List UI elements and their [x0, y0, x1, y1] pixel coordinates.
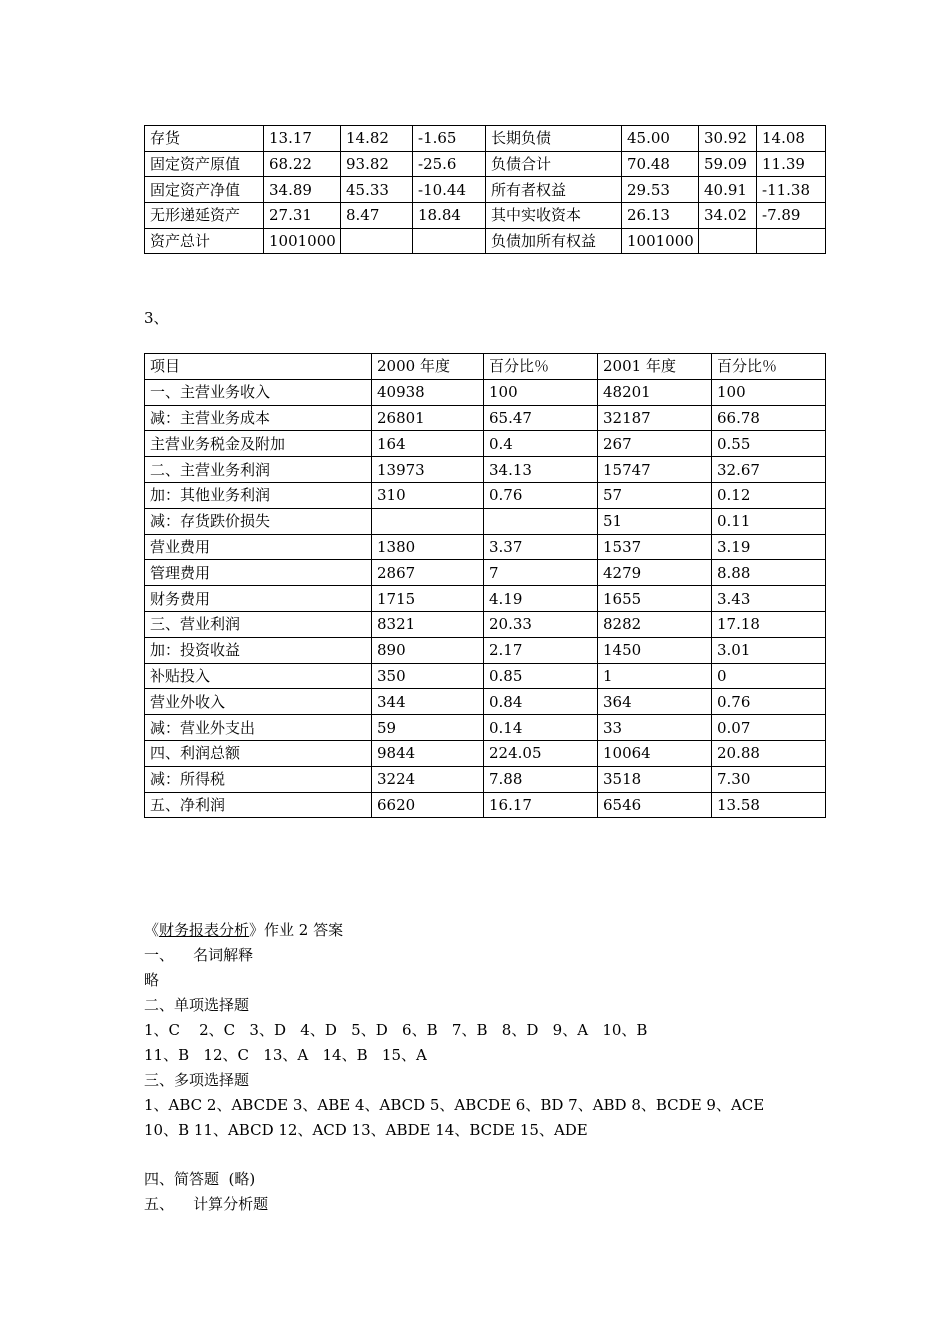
table-cell: 14.08 [757, 126, 826, 152]
table-cell: 加：其他业务利润 [145, 482, 372, 508]
table-cell: 267 [598, 431, 712, 457]
table-cell: -7.89 [757, 203, 826, 229]
table-cell: 其中实收资本 [486, 203, 622, 229]
table-cell: 4279 [598, 560, 712, 586]
table-row [145, 637, 826, 663]
table-cell: 8321 [372, 611, 484, 637]
table-cell: 三、营业利润 [145, 611, 372, 637]
table-row [145, 405, 826, 431]
table-cell: 26801 [372, 405, 484, 431]
table-cell: 45.00 [622, 126, 699, 152]
table-cell: 资产总计 [145, 228, 264, 254]
table-header-row [145, 354, 826, 380]
table-cell: 10064 [598, 740, 712, 766]
table-cell: 固定资产净值 [145, 177, 264, 203]
table-cell: 3.01 [712, 637, 826, 663]
table-cell: 主营业务税金及附加 [145, 431, 372, 457]
table-row [145, 126, 826, 152]
table-row [145, 534, 826, 560]
table-row [145, 792, 826, 818]
column-header: 项目 [145, 354, 372, 380]
table-cell [413, 228, 486, 254]
table-cell: 3.43 [712, 586, 826, 612]
table-cell: -1.65 [413, 126, 486, 152]
table-cell: 16.17 [484, 792, 598, 818]
table-cell: 二、主营业务利润 [145, 457, 372, 483]
section-1-content: 略 [144, 971, 160, 989]
title-rest: 》作业 2 答案 [249, 921, 344, 939]
table-cell: 40.91 [699, 177, 757, 203]
section-2-answers-line-1: 1、C 2、C 3、D 4、D 5、D 6、B 7、B 8、D 9、A 10、B [144, 1021, 648, 1039]
table-cell: 224.05 [484, 740, 598, 766]
table-cell: 13973 [372, 457, 484, 483]
table-cell: 4.19 [484, 586, 598, 612]
table-cell: 7.30 [712, 766, 826, 792]
table-cell: 70.48 [622, 151, 699, 177]
table-cell: -25.6 [413, 151, 486, 177]
table-cell: 310 [372, 482, 484, 508]
table-cell: 减：主营业务成本 [145, 405, 372, 431]
table-cell: 存货 [145, 126, 264, 152]
table-cell: 26.13 [622, 203, 699, 229]
table-cell: 1001000 [264, 228, 341, 254]
table-cell: 344 [372, 689, 484, 715]
table-cell [757, 228, 826, 254]
table-cell: 40938 [372, 379, 484, 405]
table-cell: 1537 [598, 534, 712, 560]
table-cell: 0.14 [484, 715, 598, 741]
table-row [145, 379, 826, 405]
table-cell: 364 [598, 689, 712, 715]
table-cell: 0.76 [712, 689, 826, 715]
table-row [145, 611, 826, 637]
table-cell: 65.47 [484, 405, 598, 431]
table-cell: 减：存货跌价损失 [145, 508, 372, 534]
table-cell: 0.85 [484, 663, 598, 689]
section-2-heading: 二、单项选择题 [144, 996, 250, 1014]
table-row [145, 203, 826, 229]
table-cell: 33 [598, 715, 712, 741]
table-row [145, 663, 826, 689]
table-cell: 无形递延资产 [145, 203, 264, 229]
table-row [145, 482, 826, 508]
table-cell: 0.76 [484, 482, 598, 508]
table-cell: 13.58 [712, 792, 826, 818]
table-cell: 350 [372, 663, 484, 689]
table-cell: 34.02 [699, 203, 757, 229]
table-cell: 减：营业外支出 [145, 715, 372, 741]
table-cell: 补贴投入 [145, 663, 372, 689]
table-cell: 五、净利润 [145, 792, 372, 818]
answers-title [144, 920, 343, 940]
table-row [145, 151, 826, 177]
table-cell: 0.55 [712, 431, 826, 457]
table-cell: 57 [598, 482, 712, 508]
table-cell: 11.39 [757, 151, 826, 177]
table-cell: 0.07 [712, 715, 826, 741]
table-cell: 3224 [372, 766, 484, 792]
table-cell: 48201 [598, 379, 712, 405]
table-cell: 1 [598, 663, 712, 689]
table-row [145, 560, 826, 586]
section-3-answers-line-1: 1、ABC 2、ABCDE 3、ABE 4、ABCD 5、ABCDE 6、BD 7、ABD 8、BCDE 9、ACE [144, 1096, 765, 1114]
table-cell: 66.78 [712, 405, 826, 431]
table-row [145, 228, 826, 254]
table-cell: 8.88 [712, 560, 826, 586]
table-cell: 营业外收入 [145, 689, 372, 715]
table-cell: 100 [712, 379, 826, 405]
table-cell: 9844 [372, 740, 484, 766]
table-cell: 3.19 [712, 534, 826, 560]
table-cell: 3518 [598, 766, 712, 792]
table-cell: 加：投资收益 [145, 637, 372, 663]
table-cell: 20.33 [484, 611, 598, 637]
table-cell: 30.92 [699, 126, 757, 152]
table-cell: 6546 [598, 792, 712, 818]
table-row [145, 740, 826, 766]
table-cell: 20.88 [712, 740, 826, 766]
table-cell: 四、利润总额 [145, 740, 372, 766]
section-2-answers-line-2: 11、B 12、C 13、A 14、B 15、A [144, 1046, 427, 1064]
table-cell: 一、主营业务收入 [145, 379, 372, 405]
table-cell: 2867 [372, 560, 484, 586]
table-row [145, 689, 826, 715]
table-cell: 0.11 [712, 508, 826, 534]
table-cell: 8.47 [341, 203, 413, 229]
table-cell: 负债合计 [486, 151, 622, 177]
table-cell: 1715 [372, 586, 484, 612]
table-cell: 59 [372, 715, 484, 741]
table-cell: 32.67 [712, 457, 826, 483]
book-title: 财务报表分析 [159, 921, 250, 939]
table-cell: 1450 [598, 637, 712, 663]
table-cell: 100 [484, 379, 598, 405]
table-row [145, 457, 826, 483]
table-cell: 财务费用 [145, 586, 372, 612]
table-cell: 59.09 [699, 151, 757, 177]
table-cell: 17.18 [712, 611, 826, 637]
table-row [145, 508, 826, 534]
section-3-label: 3、 [144, 309, 169, 327]
table-cell: 6620 [372, 792, 484, 818]
table-cell: 管理费用 [145, 560, 372, 586]
column-header: 2000 年度 [372, 354, 484, 380]
table-cell: 18.84 [413, 203, 486, 229]
table-cell: 1001000 [622, 228, 699, 254]
table-cell: 32187 [598, 405, 712, 431]
table-row [145, 177, 826, 203]
table-cell [699, 228, 757, 254]
table-cell [372, 508, 484, 534]
table-cell: 0 [712, 663, 826, 689]
section-5-heading: 五、 计算分析题 [144, 1195, 269, 1213]
column-header: 百分比％ [484, 354, 598, 380]
table-cell: -11.38 [757, 177, 826, 203]
table-cell: 14.82 [341, 126, 413, 152]
table-cell: 13.17 [264, 126, 341, 152]
table-cell: 15747 [598, 457, 712, 483]
table-row [145, 715, 826, 741]
table-cell: 2.17 [484, 637, 598, 663]
table-cell: 164 [372, 431, 484, 457]
title-open-bracket: 《 [144, 921, 160, 939]
table-cell: 68.22 [264, 151, 341, 177]
table-cell: 45.33 [341, 177, 413, 203]
section-3-heading: 三、多项选择题 [144, 1071, 250, 1089]
column-header: 百分比％ [712, 354, 826, 380]
table-cell: 1655 [598, 586, 712, 612]
table-cell: 营业费用 [145, 534, 372, 560]
table-cell: 29.53 [622, 177, 699, 203]
table-cell: 长期负债 [486, 126, 622, 152]
table-cell: 7 [484, 560, 598, 586]
table-cell: 0.84 [484, 689, 598, 715]
table-cell: 1380 [372, 534, 484, 560]
table-cell: 减：所得税 [145, 766, 372, 792]
table-cell: 固定资产原值 [145, 151, 264, 177]
balance-sheet-table [144, 125, 826, 254]
table-cell: 3.37 [484, 534, 598, 560]
table-cell: 7.88 [484, 766, 598, 792]
table-cell [341, 228, 413, 254]
section-3-answers-line-2: 10、B 11、ABCD 12、ACD 13、ABDE 14、BCDE 15、ADE [144, 1121, 588, 1139]
table-row [145, 766, 826, 792]
column-header: 2001 年度 [598, 354, 712, 380]
table-cell: 8282 [598, 611, 712, 637]
table-cell [484, 508, 598, 534]
table-cell: 34.89 [264, 177, 341, 203]
section-4-heading: 四、简答题 (略) [144, 1170, 256, 1188]
table-cell: 93.82 [341, 151, 413, 177]
table-row [145, 586, 826, 612]
table-cell: 890 [372, 637, 484, 663]
table-cell: 27.31 [264, 203, 341, 229]
table-row [145, 431, 826, 457]
section-1-heading: 一、 名词解释 [144, 946, 254, 964]
table-cell: -10.44 [413, 177, 486, 203]
table-cell: 0.4 [484, 431, 598, 457]
table-cell: 51 [598, 508, 712, 534]
table-cell: 所有者权益 [486, 177, 622, 203]
table-cell: 0.12 [712, 482, 826, 508]
table-cell: 34.13 [484, 457, 598, 483]
table-cell: 负债加所有权益 [486, 228, 622, 254]
income-statement-table [144, 353, 826, 818]
